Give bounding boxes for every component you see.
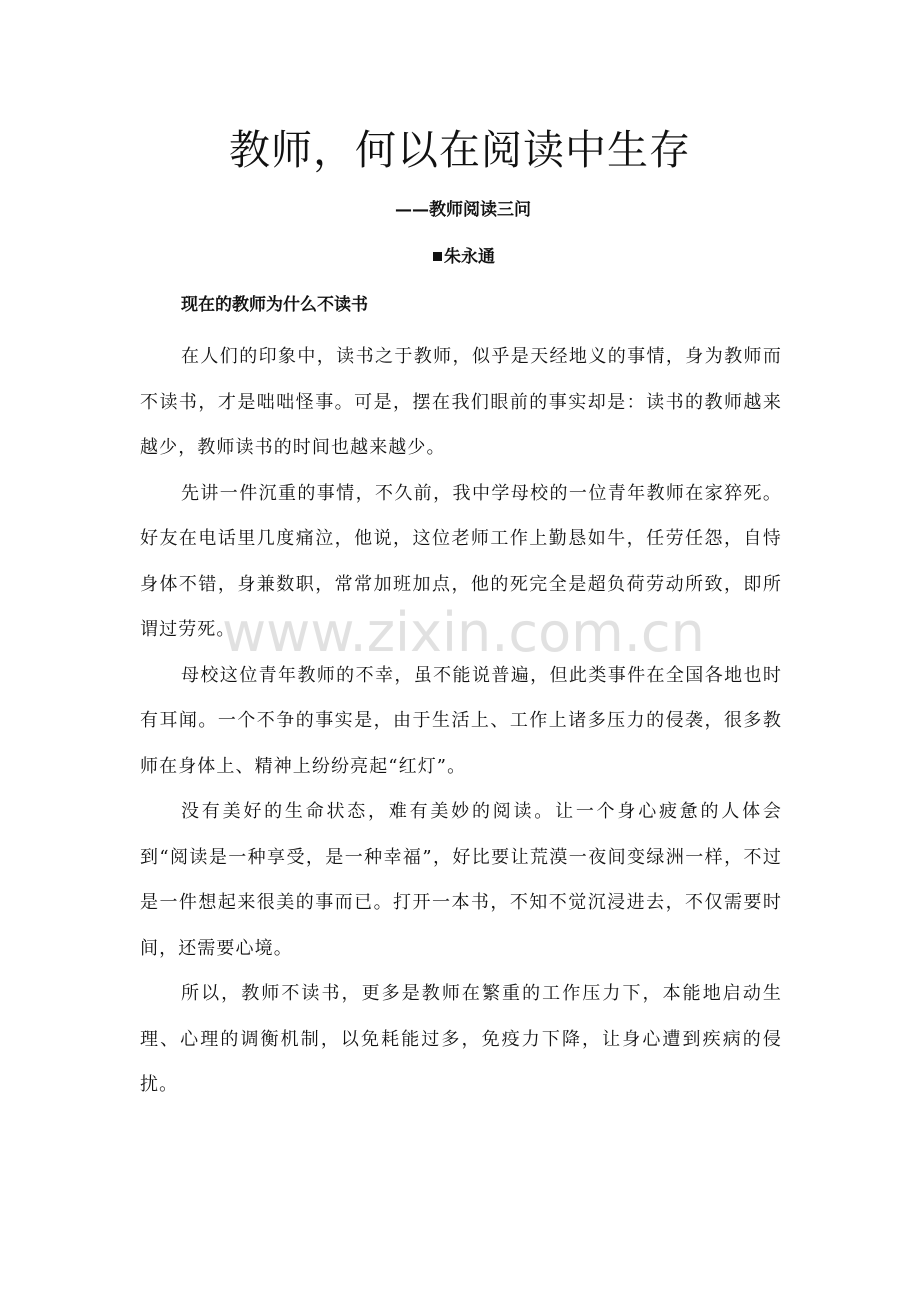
author-line: [0, 243, 920, 271]
paragraph: 在人们的印象中，读书之于教师，似乎是天经地义的事情，身为教师而不读书，才是咄咄怪事。可是，摆在我们眼前的事实却是：读书的教师越来越少，教师读书的时间也越来越少。: [140, 346, 782, 458]
document-subtitle: ——教师阅读三问: [395, 200, 531, 220]
square-bullet-icon: [433, 252, 442, 261]
document-title: 教师，何以在阅读中生存: [229, 126, 691, 174]
paragraph: 母校这位青年教师的不幸，虽不能说普遍，但此类事件在全国各地也时有耳闻。一个不争的事实是，由于生活上、工作上诸多压力的侵袭，很多教师在身体上、精神上纷纷亮起“红灯”。: [140, 664, 782, 777]
paragraph: 所以，教师不读书，更多是教师在繁重的工作压力下，本能地启动生理、心理的调衡机制，以免耗能过多，免疫力下降，让身心遭到疾病的侵扰。: [140, 983, 782, 1095]
paragraph: 没有美好的生命状态，难有美妙的阅读。让一个身心疲惫的人体会到“阅读是一种享受，是一种幸福”，好比要让荒漠一夜间变绿洲一样，不过是一件想起来很美的事而已。打开一本书，不知不觉沉浸进去，不仅需要时间，还需要心境。: [140, 801, 782, 959]
author-name: 朱永通: [444, 247, 495, 267]
article-body: [140, 334, 782, 1108]
paragraph: 先讲一件沉重的事情，不久前，我中学母校的一位青年教师在家猝死。好友在电话里几度痛泣，他说，这位老师工作上勤恳如牛，任劳任怨，自恃身体不错，身兼数职，常常加班加点，他的死完全是超负荷劳动所致，即所谓过劳死。: [140, 482, 782, 640]
section-heading: 现在的教师为什么不读书: [181, 295, 368, 315]
watermark: www.zixin.com.cn: [222, 601, 705, 664]
